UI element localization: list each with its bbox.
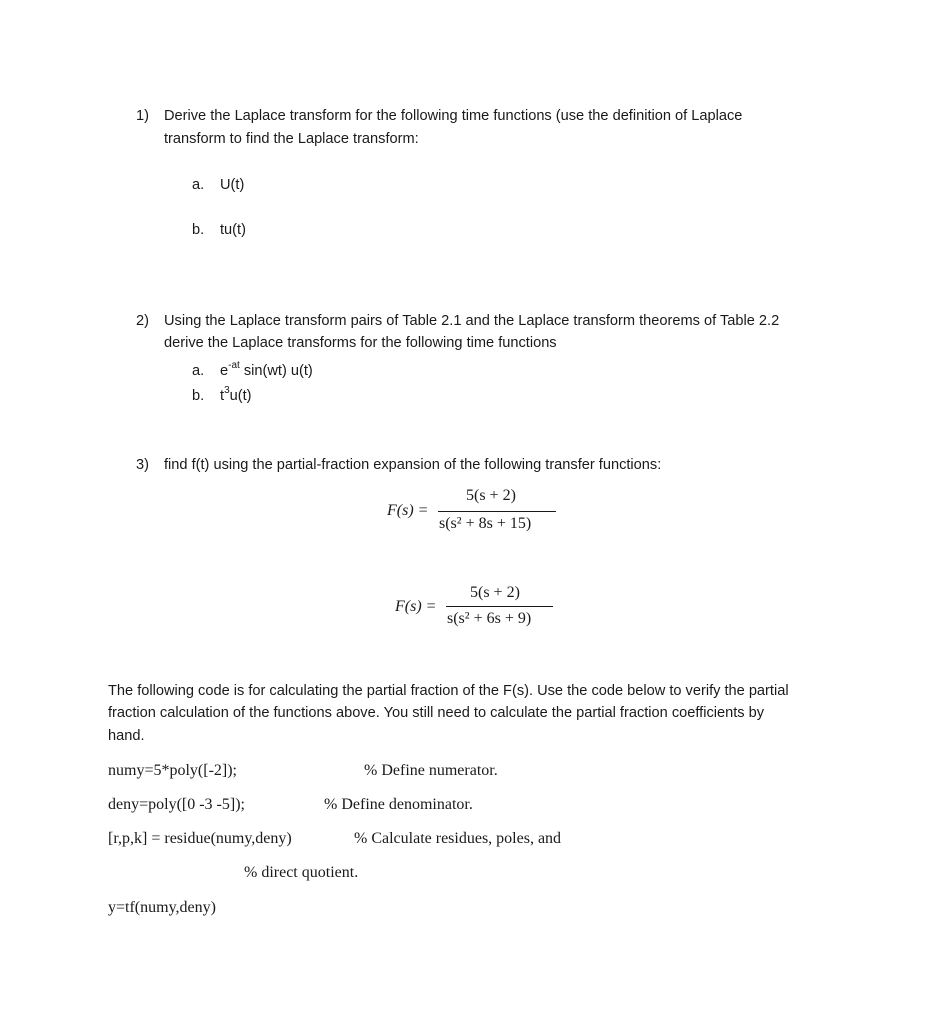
q1-number: 1) xyxy=(136,108,149,124)
q1-text-line1: Derive the Laplace transform for the following time functions (use the definition of Laplace xyxy=(164,108,743,124)
q1-item-b-label: b. xyxy=(192,222,205,238)
q3-text-line1: find f(t) using the partial-fraction expansion of the following transfer functions: xyxy=(164,457,662,473)
q1-item-a-label: a. xyxy=(192,177,205,193)
code-comment1: % Define numerator. xyxy=(364,762,498,779)
note-line1: The following code is for calculating the partial fraction of the F(s). Use the code below to verify the partial xyxy=(108,683,789,699)
q2-item-a-base: e xyxy=(220,363,229,379)
q2-item-b-label: b. xyxy=(192,388,205,404)
eq1-lhs: F(s) = xyxy=(387,502,429,519)
q2-text-line1: Using the Laplace transform pairs of Table 2.1 and the Laplace transform theorems of Table 2.2 xyxy=(164,313,780,329)
q2-item-a-exponent: -at xyxy=(228,360,240,372)
eq1-denominator: s(s² + 8s + 15) xyxy=(439,515,532,532)
eq2-lhs: F(s) = xyxy=(395,598,437,615)
q2-item-a-expression xyxy=(220,361,313,381)
q2-item-b-base: t xyxy=(220,388,225,404)
code-comment3: % Calculate residues, poles, and xyxy=(354,830,562,847)
q2-number: 2) xyxy=(136,313,149,329)
eq2-fraction-bar xyxy=(446,606,553,607)
eq1-numerator: 5(s + 2) xyxy=(466,487,516,504)
q3-number: 3) xyxy=(136,457,149,473)
q2-item-b-exponent: 3 xyxy=(224,385,230,397)
note-line3: hand. xyxy=(108,728,145,744)
code-line5: y=tf(numy,deny) xyxy=(108,899,216,916)
q2-item-a-rest: sin(wt) u(t) xyxy=(239,363,313,379)
q1-text-line2: transform to find the Laplace transform: xyxy=(164,131,419,147)
code-line3: [r,p,k] = residue(numy,deny) xyxy=(108,830,292,847)
q2-item-b-rest: u(t) xyxy=(229,388,252,404)
eq1-fraction-bar xyxy=(438,511,556,512)
code-comment4: % direct quotient. xyxy=(244,864,359,881)
code-line1: numy=5*poly([-2]); xyxy=(108,762,237,779)
code-line2: deny=poly([0 -3 -5]); xyxy=(108,796,245,813)
q2-item-a-label: a. xyxy=(192,363,205,379)
code-comment2: % Define denominator. xyxy=(324,796,473,813)
note-line2: fraction calculation of the functions above. You still need to calculate the partial fraction coefficients by xyxy=(108,705,765,721)
q2-item-b-expression xyxy=(220,386,252,406)
q1-item-a-text: U(t) xyxy=(220,177,245,193)
eq2-denominator: s(s² + 6s + 9) xyxy=(447,610,532,627)
q1-item-b-text: tu(t) xyxy=(220,222,246,238)
eq2-numerator: 5(s + 2) xyxy=(470,584,520,601)
q2-text-line2: derive the Laplace transforms for the following time functions xyxy=(164,335,557,351)
